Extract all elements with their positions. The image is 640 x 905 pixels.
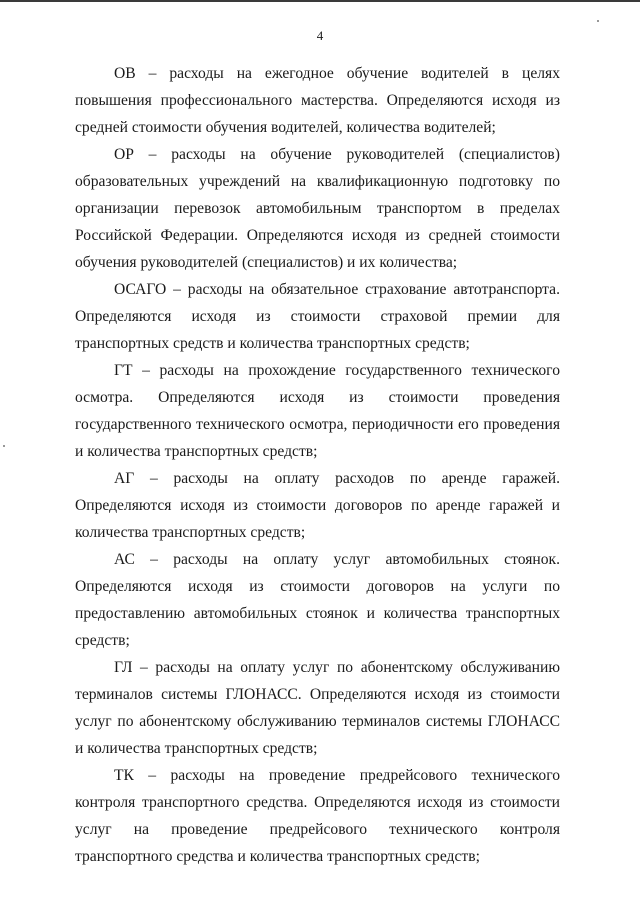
paragraph-tk: ТК – расходы на проведение предрейсового технического контроля транспортного средства. Определяются исходя из стоимости услуг на проведение предрейсового технического контроля транспортного средства и количества транспортных средств; [75, 767, 560, 865]
paragraph-as: АС – расходы на оплату услуг автомобильных стоянок. Определяются исходя из стоимости договоров на услуги по предоставлению автомобильных стоянок и количества транспортных средств; [75, 551, 560, 649]
scan-speck [597, 20, 599, 22]
paragraph-ov: ОВ – расходы на ежегодное обучение водителей в целях повышения профессионального мастерства. Определяются исходя из средней стоимости обучения водителей, количества водителей; [75, 65, 560, 136]
paragraph-ag: АГ – расходы на оплату расходов по аренде гаражей. Определяются исходя из стоимости договоров по аренде гаражей и количества транспортных средств; [75, 470, 560, 541]
paragraph-or: ОР – расходы на обучение руководителей (специалистов) образовательных учреждений на квалификационную подготовку по организации перевозок автомобильным транспортом в пределах Российской Федерации. Определяются исходя из средней стоимости обучения руководителей (специалистов) и их количества; [75, 146, 560, 271]
paragraph-osago: ОСАГО – расходы на обязательное страхование автотранспорта. Определяются исходя из стоимости страховой премии для транспортных средств и количества транспортных средств; [75, 281, 560, 352]
scan-speck [3, 445, 5, 447]
scan-edge [0, 0, 640, 2]
document-body [75, 60, 560, 870]
paragraph-gl: ГЛ – расходы на оплату услуг по абонентскому обслуживанию терминалов системы ГЛОНАСС. Определяются исходя из стоимости услуг по абонентскому обслуживанию терминалов системы ГЛОНАСС и количества транспортных средств; [75, 659, 560, 757]
paragraph-gt: ГТ – расходы на прохождение государственного технического осмотра. Определяются исходя из стоимости проведения государственного технического осмотра, периодичности его проведения и количества транспортных средств; [75, 362, 560, 460]
page-number: 4 [316, 28, 324, 43]
